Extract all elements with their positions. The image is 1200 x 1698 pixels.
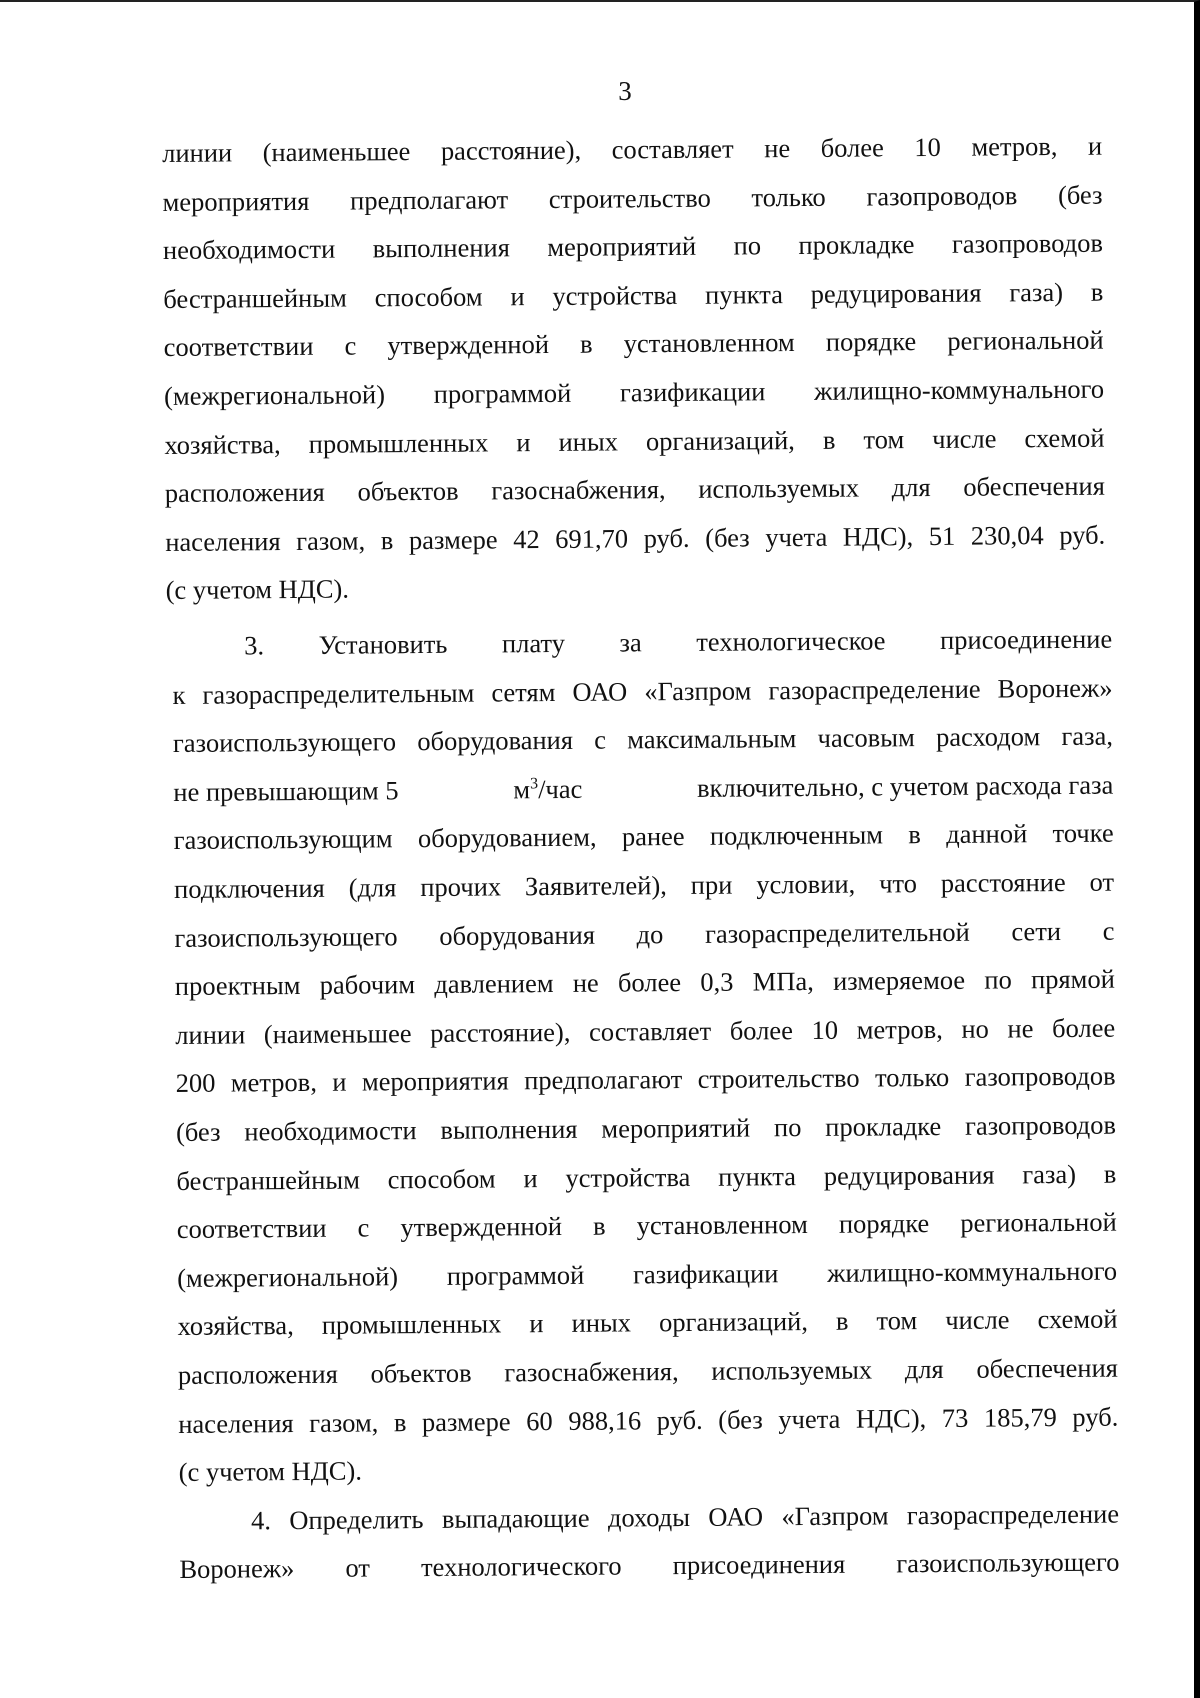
text-line: расположения объектов газоснабжения, используемых для обеспечения — [177, 1352, 1119, 1390]
paragraph-item-3 — [172, 615, 1120, 1594]
text-line: соответствии с утвержденной в установленном порядке региональной — [163, 324, 1104, 363]
text-line: (с учетом НДС). — [178, 1455, 363, 1488]
text-line: подключения (для прочих Заявителей), при условии, что расстояние от — [173, 866, 1115, 904]
text-fragment: не превышающим 5 — [173, 775, 399, 807]
text-line: необходимости выполнения мероприятий по прокладке газопроводов — [162, 227, 1104, 266]
text-line: бестраншейным способом и устройства пункта редуцирования газа) в — [163, 276, 1104, 314]
unit — [513, 765, 582, 814]
text-line: 200 метров, и мероприятия предполагают строительство только газопроводов — [175, 1060, 1116, 1099]
text-line: (с учетом НДС). — [165, 573, 350, 606]
text-line: к газораспределительным сетям ОАО «Газпром газораспределение Воронеж» — [172, 672, 1113, 710]
text-line: населения газом, в размере 60 988,16 руб. (без учета НДС), 73 185,79 руб. — [178, 1401, 1119, 1439]
text-line: Воронеж» от технологического присоединения газоиспользующего — [179, 1546, 1120, 1585]
text-line: мероприятия предполагают строительство только газопроводов (без — [162, 179, 1103, 217]
text-line: газоиспользующего оборудования с максимальным часовым расходом газа, — [172, 720, 1114, 759]
text-line: (межрегиональной) программой газификации жилищно-коммунального — [177, 1255, 1118, 1293]
text-line: проектным рабочим давлением не более 0,3 МПа, измеряемое по прямой — [174, 963, 1115, 1002]
text-line: хозяйства, промышленных и иных организаций, в том числе схемой — [164, 422, 1105, 460]
text-line: соответствии с утвержденной в установленном порядке региональной — [176, 1206, 1117, 1245]
text-line: хозяйства, промышленных и иных организаций, в том числе схемой — [177, 1303, 1118, 1342]
text-line: 3. Установить плату за технологическое присоединение — [244, 623, 1113, 661]
page-number: 3 — [618, 76, 632, 106]
unit-tail: /час — [538, 773, 583, 804]
text-line: (межрегиональной) программой газификации жилищно-коммунального — [163, 373, 1105, 411]
text-line: линии (наименьшее расстояние), составляет не более 10 метров, и — [162, 130, 1103, 168]
text-line: 4. Определить выпадающие доходы ОАО «Газпром газораспределение — [250, 1498, 1120, 1536]
text-line: газоиспользующего оборудования до газораспределительной сети с — [174, 915, 1115, 953]
text-fragment: включительно, с учетом расхода газа — [696, 769, 1114, 803]
unit-superscript: 3 — [530, 775, 539, 793]
text-line: линии (наименьшее расстояние), составляет более 10 метров, но не более — [175, 1012, 1116, 1050]
text-line: газоиспользующим оборудованием, ранее подключенным в данной точке — [173, 817, 1114, 856]
text-line: населения газом, в размере 42 691,70 руб. (без учета НДС), 51 230,04 руб. — [165, 519, 1106, 557]
text-line: расположения объектов газоснабжения, используемых для обеспечения — [164, 470, 1105, 509]
text-line: бестраншейным способом и устройства пункта редуцирования газа) в — [176, 1158, 1117, 1196]
text-line-unit — [173, 760, 1113, 816]
text-line: (без необходимости выполнения мероприятий по прокладке газопроводов — [175, 1109, 1117, 1147]
paragraph-continuation — [162, 122, 1106, 615]
unit-base: м — [513, 773, 531, 805]
